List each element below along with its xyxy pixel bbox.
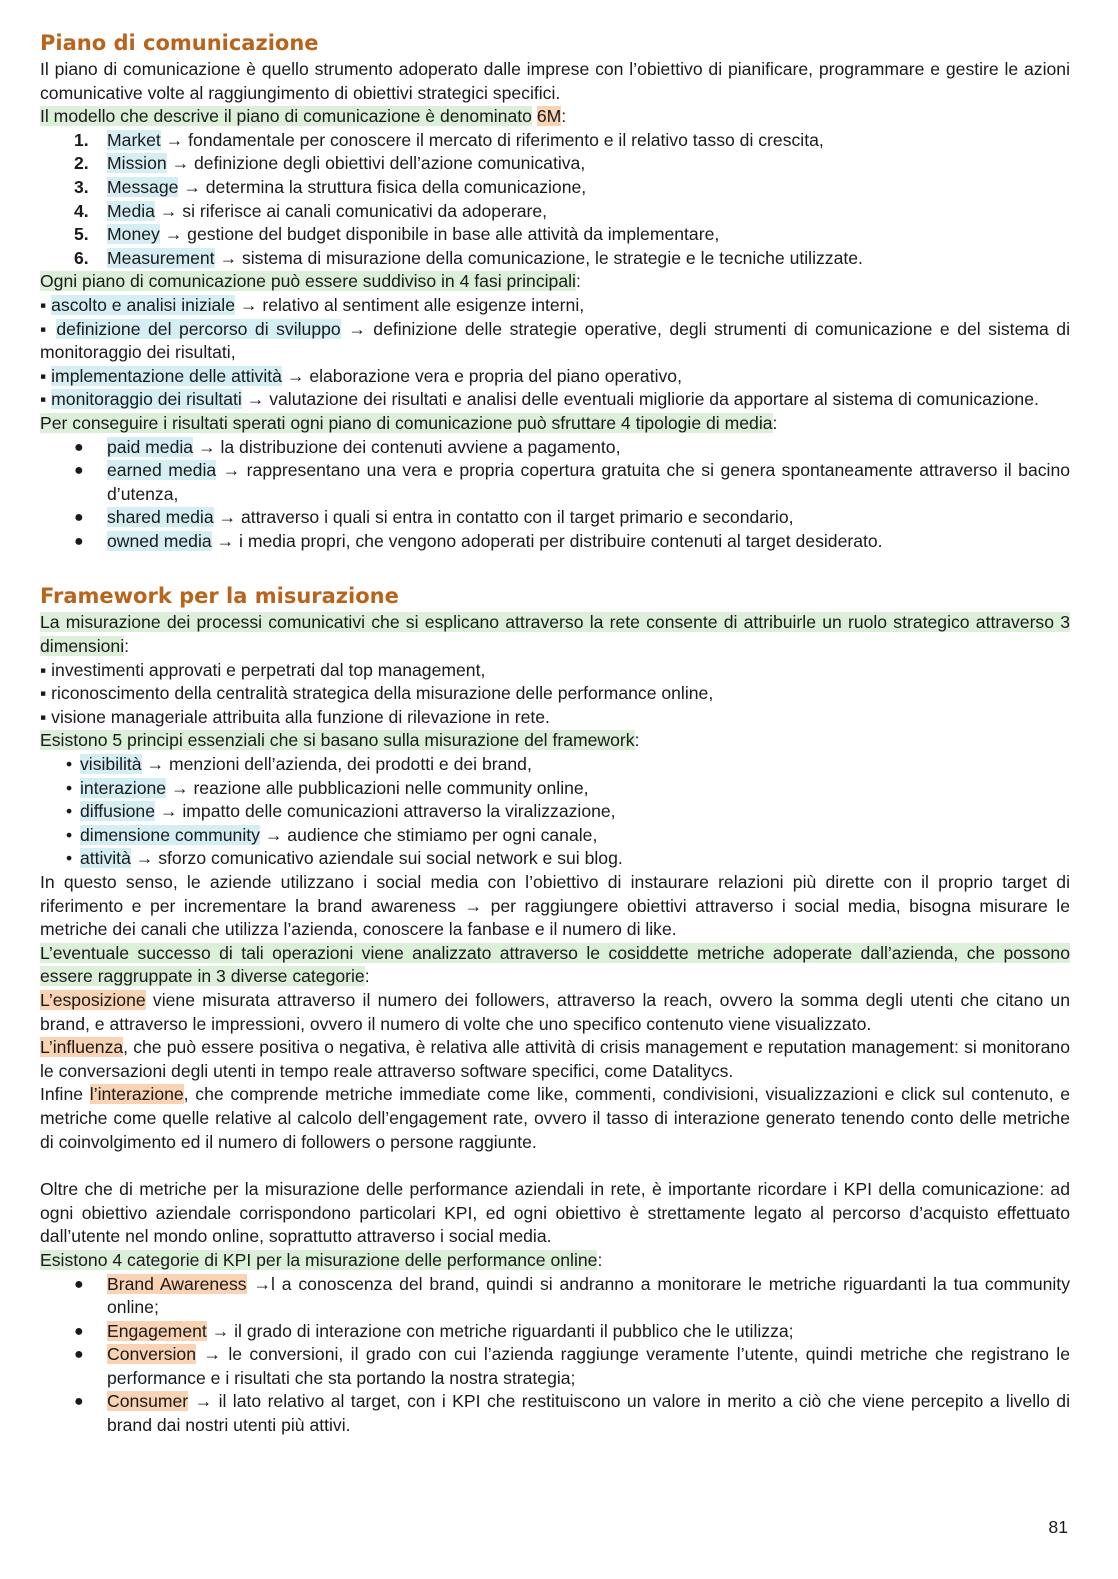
- dot-bullet: ●: [74, 1393, 84, 1411]
- kpi-term: Consumer: [107, 1391, 189, 1412]
- list-item: [40, 777, 1070, 801]
- list-number: 5.: [74, 224, 89, 245]
- media-list: [40, 436, 1070, 554]
- list-number: 6.: [74, 247, 89, 268]
- phase-term: ascolto e analisi iniziale: [51, 294, 235, 315]
- list-number: 2.: [74, 153, 89, 174]
- spacer: [40, 553, 1070, 577]
- list-term: Mission: [107, 153, 167, 174]
- kpi-list: [40, 1273, 1070, 1438]
- square-bullet: ▪: [40, 318, 49, 339]
- principle-term: dimensione community: [80, 824, 260, 845]
- list-item: [40, 1343, 1070, 1390]
- highlight-kpi: Esistono 4 categorie di KPI per la misurazione delle performance online: [40, 1249, 598, 1270]
- dot-bullet: ●: [74, 1322, 84, 1340]
- colon: :: [561, 106, 567, 127]
- highlight-phases: Ogni piano di comunicazione può essere suddiviso in 4 fasi principali: [40, 271, 576, 292]
- list-term: Message: [107, 176, 179, 197]
- dot-bullet: ●: [74, 532, 84, 550]
- phase-text: → relativo al sentiment alle esigenze interni,: [235, 294, 585, 315]
- influenza-text: , che può essere positiva o negativa, è relativa alle attività di crisis management e reputation management: si monitorano le conversazioni degli utenti in tempo reale attraverso software specifici, come Datalitycs.: [40, 1037, 1070, 1081]
- principle-text: → audience che stimiamo per ogni canale,: [259, 824, 598, 845]
- small-bullet: •: [66, 777, 73, 798]
- dimension-text: visione manageriale attribuita alla funzione di rilevazione in rete.: [51, 706, 550, 727]
- kpi-text: → il grado di interazione con metriche riguardanti il pubblico che le utilizza;: [206, 1320, 794, 1341]
- list-item: [40, 1320, 1070, 1344]
- list-text: → determina la struttura fisica della comunicazione,: [178, 176, 587, 197]
- dot-bullet: ●: [74, 462, 84, 480]
- highlight-principles: Esistono 5 principi essenziali che si basano sulla misurazione del framework: [40, 730, 635, 751]
- phase-text: → definizione delle strategie operative, degli strumenti di comunicazione e del sistema di monitoraggio dei risultati,: [40, 318, 1070, 363]
- list-item: [40, 753, 1070, 777]
- esposizione-text: viene misurata attraverso il numero dei followers, attraverso la reach, ovvero la somma degli utenti che citano un brand, e attraverso le impressioni, ovvero il numero di volte che uno specifico contenuto viene visualizzato.: [40, 989, 1070, 1034]
- term-esposizione: L’esposizione: [40, 989, 146, 1010]
- phase-term: monitoraggio dei risultati: [51, 389, 242, 410]
- paragraph-kpi-intro: [40, 1249, 1070, 1273]
- phase-item: [40, 365, 1070, 389]
- kpi-text: →l a conoscenza del brand, quindi si andranno a monitorare le metriche riguardanti la tua community online;: [107, 1273, 1070, 1318]
- colon: :: [597, 1249, 603, 1270]
- principle-text: → menzioni dell’azienda, dei prodotti e dei brand,: [141, 754, 532, 775]
- small-bullet: •: [66, 824, 73, 845]
- list-item: [40, 200, 1070, 224]
- section-title-framework: Framework per la misurazione: [40, 584, 399, 609]
- list-item: [40, 176, 1070, 200]
- media-text: → attraverso i quali si entra in contatto con il target primario e secondario,: [213, 507, 794, 528]
- kpi-text: → il lato relativo al target, con i KPI che restituiscono un valore in merito a ciò che viene percepito a livello di brand dai nostri utenti più attivi.: [107, 1391, 1070, 1436]
- spacer: [40, 1154, 1070, 1178]
- paragraph-success-intro: [40, 942, 1070, 989]
- dimension-item: [40, 659, 1070, 683]
- media-term: owned media: [107, 530, 212, 551]
- small-bullet: •: [66, 848, 73, 869]
- highlight-model: Il modello che descrive il piano di comunicazione è denominato: [40, 106, 532, 127]
- small-bullet: •: [66, 801, 73, 822]
- colon: :: [634, 730, 640, 751]
- square-bullet: ▪: [40, 706, 47, 727]
- page-number: 81: [1048, 1517, 1068, 1537]
- square-bullet: ▪: [40, 683, 47, 704]
- paragraph-principles-intro: [40, 729, 1070, 753]
- highlight-framework: La misurazione dei processi comunicativi che si esplicano attraverso la rete consente di attribuirle un ruolo strategico attraverso 3 dimensioni: [40, 612, 1070, 657]
- paragraph-social: In questo senso, le aziende utilizzano i social media con l’obiettivo di instaurare relazioni più dirette con il proprio target di riferimento e per incrementare la brand awareness → per raggiungere obiettivi attraverso i social media, bisogna misurare le metriche dei canali che utilizza l’azienda, conoscere la fanbase e il numero di like.: [40, 872, 1070, 940]
- list-item: [40, 436, 1070, 460]
- kpi-term: Conversion: [107, 1344, 196, 1365]
- phase-item: [40, 388, 1070, 412]
- square-bullet: ▪: [40, 659, 47, 680]
- colon: :: [772, 412, 778, 433]
- phase-text: → elaborazione vera e propria del piano operativo,: [281, 365, 682, 386]
- principle-term: interazione: [80, 777, 167, 798]
- media-term: shared media: [107, 507, 214, 528]
- paragraph-esposizione: [40, 989, 1070, 1036]
- list-item: [40, 824, 1070, 848]
- list-item: [40, 223, 1070, 247]
- list-text: → fondamentale per conoscere il mercato di riferimento e il relativo tasso di crescita,: [160, 129, 824, 150]
- paragraph-influenza: [40, 1036, 1070, 1083]
- principle-term: attività: [80, 848, 131, 869]
- phase-text: → valutazione dei risultati e analisi delle eventuali migliorie da apportare al sistema di comunicazione.: [241, 389, 1039, 410]
- media-term: paid media: [107, 436, 194, 457]
- colon: :: [575, 271, 581, 292]
- dimension-text: riconoscimento della centralità strategica della misurazione delle performance online,: [51, 683, 714, 704]
- list-item: [40, 247, 1070, 271]
- kpi-term: Engagement: [107, 1320, 207, 1341]
- list-item: [40, 506, 1070, 530]
- list-item: [40, 459, 1070, 506]
- list-term: Money: [107, 224, 160, 245]
- media-text: → i media propri, che vengono adoperati per distribuire contenuti al target desiderato.: [211, 530, 883, 551]
- phase-term: implementazione delle attività: [51, 365, 282, 386]
- highlight-media: Per conseguire i risultati sperati ogni piano di comunicazione può sfruttare 4 tipologie di media: [40, 412, 773, 433]
- list-text: → gestione del budget disponibile in base alle attività da implementare,: [159, 224, 720, 245]
- colon: :: [124, 636, 129, 657]
- paragraph-phases-intro: [40, 270, 1070, 294]
- phase-item: [40, 294, 1070, 318]
- interazione-text: , che comprende metriche immediate come like, commenti, condivisioni, visualizzazioni e click sul contenuto, e metriche come quelle relative al calcolo dell’engagement rate, ovvero il tasso di interazione generato tenendo conto delle metriche di coinvolgimento ed il numero di followers o persone raggiunte.: [40, 1084, 1070, 1152]
- paragraph-model: [40, 105, 1070, 129]
- principle-term: visibilità: [80, 754, 142, 775]
- highlight-success: L’eventuale successo di tali operazioni viene analizzato attraverso le cosiddette metriche adoperate dall’azienda, che possono essere raggruppate in 3 diverse categorie: [40, 942, 1070, 987]
- media-text: → rappresentano una vera e propria copertura gratuita che si genera spontaneamente attraverso il bacino d’utenza,: [107, 460, 1071, 504]
- term-interazione: l’interazione: [89, 1084, 184, 1105]
- phase-term: definizione del percorso di sviluppo: [56, 318, 341, 339]
- paragraph-kpi: Oltre che di metriche per la misurazione delle performance aziendali in rete, è importante ricordare i KPI della comunicazione: ad ogni obiettivo aziendale corrispondono particolari KPI, ed ogni obiettivo è strettamente legato al percorso d’acquisto effettuato dall’utente nel mondo online, soprattutto attraverso i social media.: [40, 1179, 1070, 1247]
- list-number: 1.: [74, 129, 89, 150]
- media-text: → la distribuzione dei contenuti avviene a pagamento,: [193, 436, 621, 457]
- dimension-text: investimenti approvati e perpetrati dal top management,: [51, 659, 486, 680]
- highlight-6m: 6M: [536, 106, 562, 127]
- term-influenza: L’influenza: [40, 1037, 124, 1058]
- square-bullet: ▪: [40, 389, 47, 410]
- kpi-term: Brand Awareness: [107, 1273, 247, 1294]
- interazione-prefix: Infine: [40, 1084, 90, 1105]
- document-page: [40, 24, 1070, 1438]
- list-text: → si riferisce ai canali comunicativi da adoperare,: [154, 200, 548, 221]
- paragraph-framework-intro: [40, 611, 1070, 658]
- small-bullet: •: [66, 754, 73, 775]
- six-m-list: [40, 129, 1070, 271]
- principle-text: → sforzo comunicativo aziendale sui social network e sui blog.: [130, 848, 623, 869]
- list-item: [40, 1390, 1070, 1437]
- square-bullet: ▪: [40, 365, 47, 386]
- dot-bullet: ●: [74, 509, 84, 527]
- dot-bullet: ●: [74, 1346, 84, 1364]
- paragraph-intro: Il piano di comunicazione è quello strumento adoperato dalle imprese con l’obiettivo di pianificare, programmare e gestire le azioni comunicative volte al raggiungimento di obiettivi strategici specifici.: [40, 59, 1070, 103]
- paragraph-interazione: [40, 1083, 1070, 1154]
- list-item: [40, 1273, 1070, 1320]
- colon: :: [364, 966, 370, 987]
- list-item: [40, 800, 1070, 824]
- list-number: 4.: [74, 200, 89, 221]
- list-term: Measurement: [107, 247, 215, 268]
- section-title-piano: Piano di comunicazione: [40, 31, 319, 55]
- principle-text: → impatto delle comunicazioni attraverso la viralizzazione,: [155, 801, 616, 822]
- paragraph-media-intro: [40, 412, 1070, 436]
- list-item: [40, 530, 1070, 554]
- list-number: 3.: [74, 176, 89, 197]
- square-bullet: ▪: [40, 294, 47, 315]
- dot-bullet: ●: [74, 1275, 84, 1293]
- list-item: [40, 152, 1070, 176]
- list-term: Media: [107, 200, 155, 221]
- list-text: → definizione degli obiettivi dell’azione comunicativa,: [166, 153, 586, 174]
- list-text: → sistema di misurazione della comunicazione, le strategie e le tecniche utilizzate.: [214, 247, 863, 268]
- media-term: earned media: [107, 460, 217, 481]
- list-term: Market: [107, 129, 161, 150]
- principle-term: diffusione: [80, 801, 155, 822]
- list-item: [40, 129, 1070, 153]
- kpi-text: → le conversioni, il grado con cui l’azienda raggiunge veramente l’utente, quindi metriche che registrano le performance e i risultati che sta portando la nostra strategia;: [107, 1344, 1070, 1388]
- dot-bullet: ●: [74, 438, 84, 456]
- principles-list: [40, 753, 1070, 871]
- phase-item: [40, 318, 1070, 365]
- dimension-item: [40, 706, 1070, 730]
- dimension-item: [40, 682, 1070, 706]
- principle-text: → reazione alle pubblicazioni nelle community online,: [166, 777, 589, 798]
- list-item: [40, 847, 1070, 871]
